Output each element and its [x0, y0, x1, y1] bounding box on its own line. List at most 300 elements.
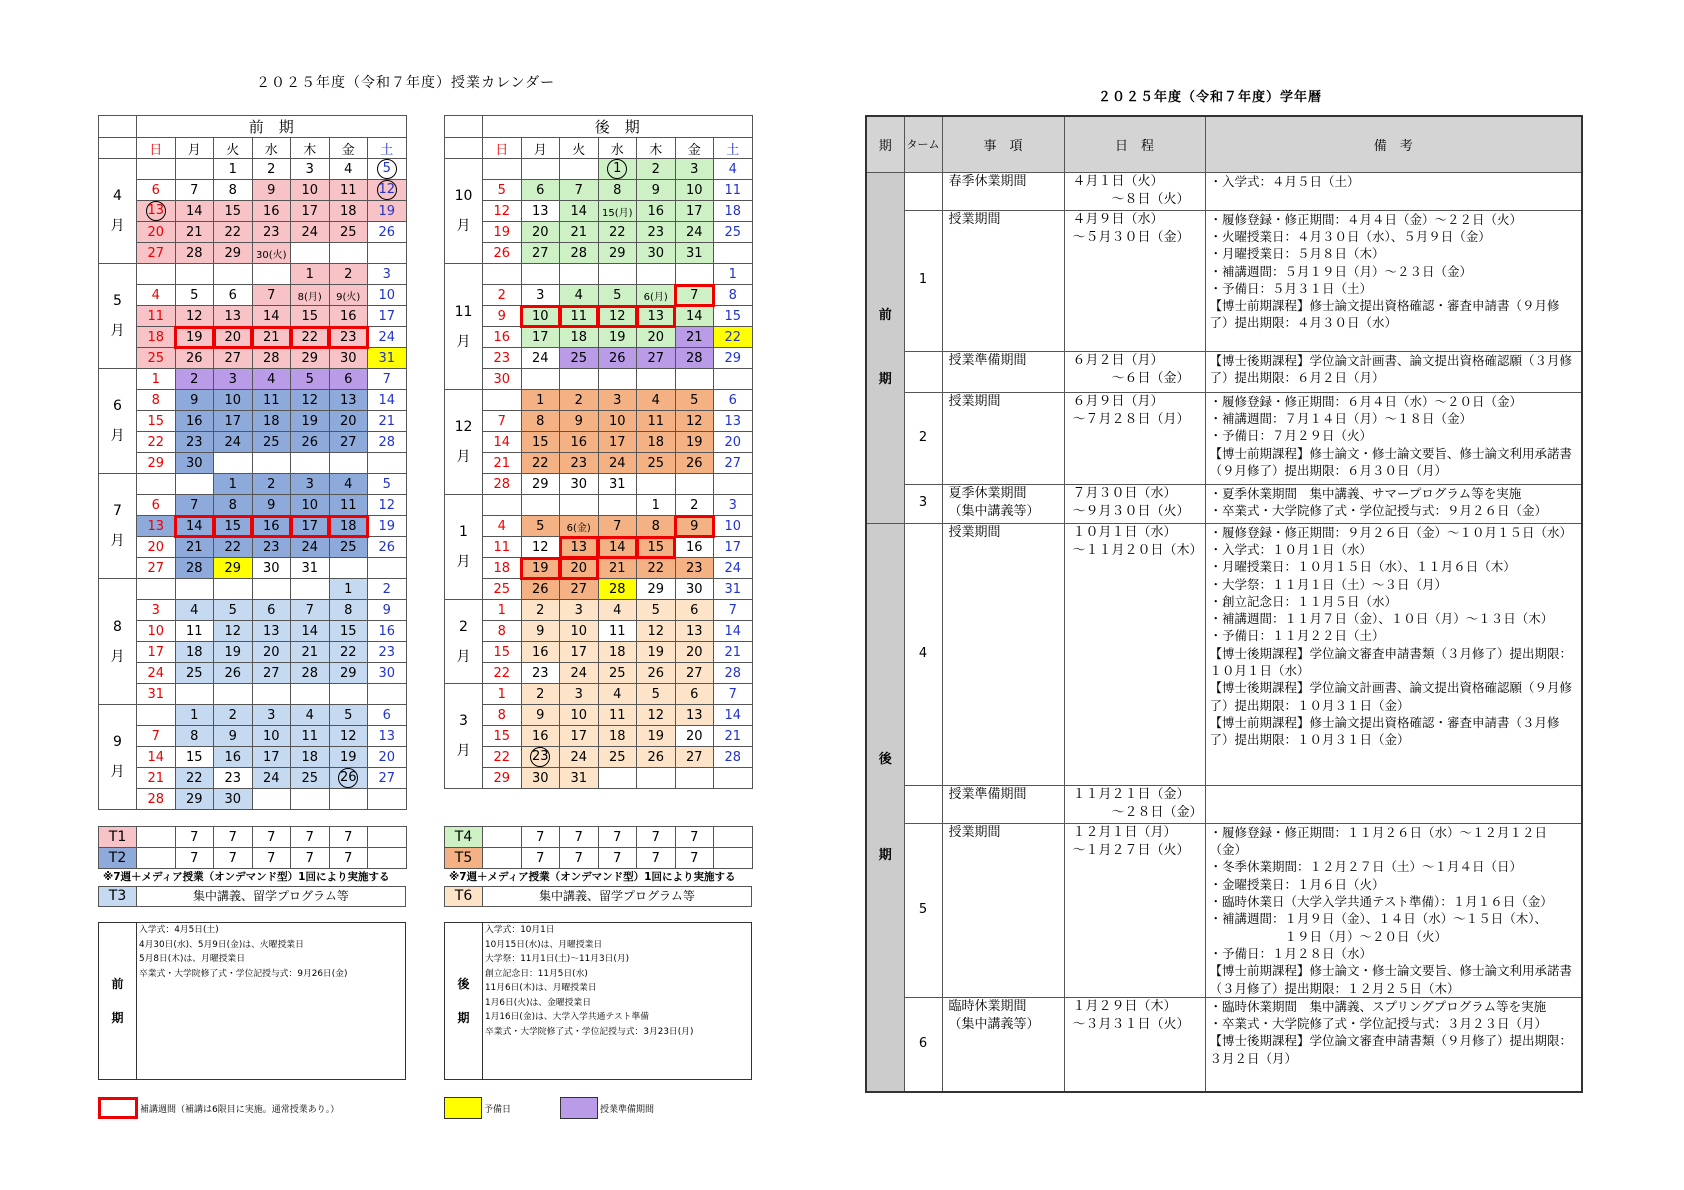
day-cell: 28 — [560, 243, 599, 264]
day-cell — [598, 159, 637, 180]
day-cell: 28 — [714, 663, 753, 684]
day-cell — [598, 264, 637, 285]
day-cell — [137, 201, 176, 222]
term-count: 7 — [291, 848, 330, 869]
day-cell — [560, 264, 599, 285]
term-count: 7 — [637, 827, 676, 848]
note-line: 入学式：4月5日(土) — [139, 925, 219, 935]
day-cell: 3 — [291, 474, 330, 495]
day-cell: 27 — [214, 348, 253, 369]
day-cell: 1 — [214, 474, 253, 495]
day-cell: 5 — [675, 390, 714, 411]
note-line: 卒業式・大学院修了式・学位記授与式：9月26日(金) — [139, 968, 348, 979]
term-count — [137, 827, 176, 848]
term-count — [483, 827, 522, 848]
item-cell: 授業期間 — [942, 210, 1064, 351]
circled-date: 1 — [607, 159, 627, 179]
day-cell: 16 — [521, 642, 560, 663]
day-cell: 19 — [483, 222, 522, 243]
day-cell: 26 — [637, 747, 676, 768]
day-cell: 8 — [175, 726, 214, 747]
day-cell: 18 — [137, 327, 176, 348]
term-count — [137, 848, 176, 869]
day-cell: 23 — [521, 663, 560, 684]
day-cell: 31 — [560, 768, 599, 789]
term-row — [99, 827, 407, 848]
legend-prep — [560, 1097, 654, 1119]
day-cell: 14 — [675, 306, 714, 327]
day-cell — [291, 684, 330, 705]
day-cell — [329, 684, 368, 705]
day-cell: 4 — [598, 684, 637, 705]
day-cell — [675, 369, 714, 390]
day-cell: 19 — [637, 726, 676, 747]
month-label: 8 月 — [99, 579, 137, 705]
corner-cell — [445, 116, 483, 138]
date-cell: ６月９日（月） ～７月２８日（月） — [1064, 392, 1205, 484]
weekday-6: 土 — [714, 138, 753, 159]
month-label: 1 月 — [445, 495, 483, 600]
day-cell: 28 — [675, 348, 714, 369]
day-cell: 23 — [175, 432, 214, 453]
weekday-0: 日 — [483, 138, 522, 159]
week-row — [99, 285, 407, 306]
day-cell: 13 — [252, 621, 291, 642]
day-cell — [175, 264, 214, 285]
day-cell: 23 — [675, 558, 714, 579]
day-cell: 1 — [714, 264, 753, 285]
day-cell: 19 — [291, 411, 330, 432]
day-cell: 9 — [368, 600, 407, 621]
day-cell: 24 — [560, 747, 599, 768]
week-row — [99, 369, 407, 390]
notes-cell: ・夏季休業期間 集中講義、サマープログラム等を実施 ・卒業式・大学院修了式・学位記授与式：９月２６日（金） — [1205, 484, 1582, 523]
day-cell: 23 — [214, 768, 253, 789]
day-cell: 2 — [175, 369, 214, 390]
day-cell: 8 — [521, 411, 560, 432]
day-cell — [214, 684, 253, 705]
item-cell: 授業期間 — [942, 392, 1064, 484]
day-cell — [291, 453, 330, 474]
day-cell: 3 — [214, 369, 253, 390]
day-cell: 4 — [175, 600, 214, 621]
day-cell: 14 — [714, 621, 753, 642]
week-row — [99, 558, 407, 579]
day-cell: 20 — [637, 327, 676, 348]
day-cell: 2 — [675, 495, 714, 516]
day-cell: 5 — [483, 180, 522, 201]
day-cell: 22 — [175, 768, 214, 789]
day-cell — [368, 243, 407, 264]
day-cell: 9 — [637, 180, 676, 201]
day-cell: 10 — [291, 495, 330, 516]
week-row — [445, 537, 753, 558]
week-row — [99, 222, 407, 243]
circled-date: 26 — [338, 768, 358, 788]
weekday-4: 木 — [291, 138, 330, 159]
day-cell: 24 — [291, 537, 330, 558]
day-cell: 12 — [175, 306, 214, 327]
day-cell — [368, 180, 407, 201]
day-cell: 15 — [329, 621, 368, 642]
day-cell: 12 — [675, 411, 714, 432]
weekday-3: 水 — [252, 138, 291, 159]
day-cell: 28 — [175, 243, 214, 264]
day-cell: 13 — [675, 705, 714, 726]
day-cell: 9 — [483, 306, 522, 327]
week-row — [445, 453, 753, 474]
day-cell: 2 — [252, 474, 291, 495]
day-cell — [368, 789, 407, 810]
day-cell: 18 — [252, 411, 291, 432]
day-cell: 29 — [214, 558, 253, 579]
day-cell: 27 — [137, 558, 176, 579]
day-cell: 19 — [637, 642, 676, 663]
week-row — [99, 474, 407, 495]
day-cell: 3 — [560, 684, 599, 705]
day-cell: 14 — [175, 201, 214, 222]
week-row — [445, 369, 753, 390]
week-row — [99, 264, 407, 285]
first-semester-calendar — [98, 115, 407, 810]
day-cell: 19 — [368, 201, 407, 222]
day-cell: 28 — [368, 432, 407, 453]
year-row — [866, 351, 1582, 392]
day-cell: 22 — [137, 432, 176, 453]
day-cell — [637, 768, 676, 789]
day-cell: 11 — [175, 621, 214, 642]
day-cell: 10 — [291, 180, 330, 201]
week-row — [99, 579, 407, 600]
term-count — [368, 848, 407, 869]
day-cell: 9 — [252, 180, 291, 201]
day-cell — [252, 453, 291, 474]
month-label: 10 月 — [445, 159, 483, 264]
day-cell: 13 — [329, 390, 368, 411]
day-cell: 27 — [252, 663, 291, 684]
day-cell: 23 — [637, 222, 676, 243]
day-cell: 29 — [483, 768, 522, 789]
day-cell: 11 — [637, 411, 676, 432]
term-count: 7 — [252, 827, 291, 848]
day-cell: 5 — [291, 369, 330, 390]
day-cell: 20 — [137, 222, 176, 243]
day-cell: 13 — [368, 726, 407, 747]
day-cell: 15 — [214, 201, 253, 222]
day-cell: 20 — [214, 327, 253, 348]
day-cell: 19 — [175, 327, 214, 348]
weekday-2: 火 — [214, 138, 253, 159]
day-cell: 15 — [291, 306, 330, 327]
day-cell: 29 — [521, 474, 560, 495]
day-cell — [137, 705, 176, 726]
weekday-5: 金 — [675, 138, 714, 159]
weekday-1: 月 — [175, 138, 214, 159]
day-cell: 30 — [214, 789, 253, 810]
term-count — [368, 827, 407, 848]
day-cell: 4 — [252, 369, 291, 390]
day-cell: 29 — [175, 789, 214, 810]
day-cell: 25 — [637, 453, 676, 474]
note-line: 卒業式・大学院修了式・学位記授与式：3月23日(月) — [485, 1026, 694, 1037]
week-row — [99, 516, 407, 537]
day-cell: 29 — [291, 348, 330, 369]
day-cell: 25 — [291, 768, 330, 789]
day-cell: 27 — [637, 348, 676, 369]
day-cell: 2 — [483, 285, 522, 306]
day-cell: 22 — [483, 747, 522, 768]
term-cell: 2 — [904, 392, 942, 484]
term-count: 7 — [637, 848, 676, 869]
week-row — [445, 180, 753, 201]
day-cell — [329, 558, 368, 579]
notes-second — [444, 922, 752, 1080]
day-cell: 22 — [714, 327, 753, 348]
day-cell: 26 — [291, 432, 330, 453]
day-cell — [368, 684, 407, 705]
day-cell: 2 — [521, 684, 560, 705]
year-row — [866, 997, 1582, 1092]
day-cell: 1 — [483, 684, 522, 705]
day-cell: 3 — [368, 264, 407, 285]
day-cell: 17 — [291, 516, 330, 537]
day-cell: 6 — [521, 180, 560, 201]
week-row — [99, 684, 407, 705]
day-cell: 18 — [560, 327, 599, 348]
day-cell: 2 — [368, 579, 407, 600]
term-count: 7 — [598, 848, 637, 869]
day-cell: 20 — [521, 222, 560, 243]
day-cell: 11 — [137, 306, 176, 327]
day-cell: 17 — [214, 411, 253, 432]
day-cell: 3 — [714, 495, 753, 516]
t3-label: T3 — [99, 887, 137, 906]
day-cell: 7 — [714, 684, 753, 705]
day-cell: 15 — [214, 516, 253, 537]
day-cell: 22 — [214, 537, 253, 558]
notes-first-label: 前 期 — [99, 923, 137, 1079]
day-cell: 12 — [291, 390, 330, 411]
day-cell: 26 — [637, 663, 676, 684]
week-row — [99, 306, 407, 327]
day-cell: 31 — [368, 348, 407, 369]
month-label: 3 月 — [445, 684, 483, 789]
day-cell: 24 — [560, 663, 599, 684]
day-cell: 8 — [214, 495, 253, 516]
day-cell — [175, 159, 214, 180]
day-cell — [483, 495, 522, 516]
weekday-1: 月 — [521, 138, 560, 159]
day-cell: 30 — [175, 453, 214, 474]
day-cell: 26 — [598, 348, 637, 369]
day-cell: 30 — [637, 243, 676, 264]
day-cell: 18 — [291, 747, 330, 768]
day-cell: 24 — [252, 768, 291, 789]
day-cell: 20 — [675, 642, 714, 663]
term-count: 7 — [214, 848, 253, 869]
day-cell: 30 — [560, 474, 599, 495]
day-cell: 15 — [483, 726, 522, 747]
day-cell: 20 — [675, 726, 714, 747]
month-label: 11 月 — [445, 264, 483, 390]
term-count: 7 — [214, 827, 253, 848]
week-row — [445, 579, 753, 600]
week-row — [99, 243, 407, 264]
day-cell: 21 — [675, 327, 714, 348]
day-cell: 16 — [329, 306, 368, 327]
day-cell: 21 — [368, 411, 407, 432]
day-cell: 10 — [675, 180, 714, 201]
day-cell: 18 — [329, 516, 368, 537]
day-cell: 17 — [598, 432, 637, 453]
day-cell: 14 — [368, 390, 407, 411]
date-cell: ７月３０日（水） ～９月３０日（火） — [1064, 484, 1205, 523]
term-label: T2 — [99, 848, 137, 869]
year-row — [866, 172, 1582, 210]
day-cell: 1 — [291, 264, 330, 285]
day-cell: 10 — [560, 705, 599, 726]
day-cell — [637, 474, 676, 495]
day-cell — [175, 474, 214, 495]
week-row — [445, 600, 753, 621]
day-cell: 26 — [483, 243, 522, 264]
day-cell — [560, 159, 599, 180]
day-cell: 20 — [252, 642, 291, 663]
day-cell — [675, 474, 714, 495]
week-row — [99, 789, 407, 810]
notes-first-text — [139, 923, 403, 981]
day-cell: 3 — [252, 705, 291, 726]
day-cell: 21 — [483, 453, 522, 474]
day-cell: 7 — [675, 285, 714, 306]
day-cell: 28 — [252, 348, 291, 369]
day-cell: 12 — [214, 621, 253, 642]
day-cell: 21 — [714, 726, 753, 747]
first-term-table — [98, 826, 407, 869]
week-row — [445, 747, 753, 768]
day-cell: 19 — [675, 432, 714, 453]
day-cell: 25 — [560, 348, 599, 369]
day-cell — [368, 558, 407, 579]
day-cell: 30 — [675, 579, 714, 600]
legend-yellow-box — [444, 1097, 482, 1119]
term-count: 7 — [521, 848, 560, 869]
day-cell — [675, 264, 714, 285]
week-row — [99, 432, 407, 453]
week-row — [445, 243, 753, 264]
day-cell: 16 — [483, 327, 522, 348]
day-cell: 25 — [598, 747, 637, 768]
day-cell: 4 — [483, 516, 522, 537]
day-cell — [329, 453, 368, 474]
day-cell: 9 — [252, 495, 291, 516]
day-cell — [521, 369, 560, 390]
day-cell: 11 — [483, 537, 522, 558]
day-cell: 29 — [714, 348, 753, 369]
day-cell: 18 — [329, 201, 368, 222]
day-cell: 3 — [560, 600, 599, 621]
weekday-4: 木 — [637, 138, 676, 159]
term-count: 7 — [675, 848, 714, 869]
day-cell — [175, 684, 214, 705]
day-cell: 13 — [137, 516, 176, 537]
legend-purple-box — [560, 1097, 598, 1119]
day-cell: 30 — [252, 558, 291, 579]
term-count — [714, 848, 753, 869]
week-row — [445, 726, 753, 747]
day-cell: 24 — [714, 558, 753, 579]
day-cell: 22 — [598, 222, 637, 243]
week-row — [445, 411, 753, 432]
day-cell: 1 — [214, 159, 253, 180]
term-count: 7 — [329, 848, 368, 869]
day-cell — [368, 159, 407, 180]
day-cell — [291, 579, 330, 600]
day-cell: 8 — [483, 705, 522, 726]
day-cell: 20 — [137, 537, 176, 558]
year-row — [866, 823, 1582, 997]
day-cell: 31 — [291, 558, 330, 579]
day-cell: 21 — [291, 642, 330, 663]
day-cell — [521, 747, 560, 768]
day-cell: 7 — [291, 600, 330, 621]
weekday-row — [99, 138, 407, 159]
day-cell: 14 — [714, 705, 753, 726]
day-cell: 24 — [368, 327, 407, 348]
day-cell — [714, 369, 753, 390]
term-label: T4 — [445, 827, 483, 848]
week-row — [99, 663, 407, 684]
month-label: 4 月 — [99, 159, 137, 264]
day-cell — [137, 474, 176, 495]
t6-text: 集中講義、留学プログラム等 — [539, 889, 695, 903]
day-cell: 11 — [329, 495, 368, 516]
day-cell — [291, 243, 330, 264]
item-cell: 授業準備期間 — [942, 785, 1064, 823]
day-cell: 26 — [175, 348, 214, 369]
day-cell: 11 — [252, 390, 291, 411]
day-cell: 21 — [252, 327, 291, 348]
week-row — [445, 201, 753, 222]
day-cell: 7 — [560, 180, 599, 201]
day-cell: 24 — [675, 222, 714, 243]
month-label: 12 月 — [445, 390, 483, 495]
day-cell: 18 — [598, 726, 637, 747]
day-cell: 28 — [175, 558, 214, 579]
day-cell: 6 — [675, 600, 714, 621]
day-cell: 6(金) — [560, 516, 599, 537]
day-cell: 24 — [521, 348, 560, 369]
day-cell: 1 — [521, 390, 560, 411]
first-calendar-title: 前 期 — [137, 116, 407, 138]
day-cell: 20 — [714, 432, 753, 453]
day-cell: 13 — [521, 201, 560, 222]
term-count: 7 — [291, 827, 330, 848]
day-cell: 11 — [598, 621, 637, 642]
day-cell: 21 — [175, 537, 214, 558]
day-cell: 1 — [637, 495, 676, 516]
day-cell: 11 — [291, 726, 330, 747]
day-cell: 20 — [329, 411, 368, 432]
day-cell: 13 — [214, 306, 253, 327]
day-cell — [483, 390, 522, 411]
term-row — [445, 848, 753, 869]
day-cell: 4 — [137, 285, 176, 306]
day-cell: 21 — [598, 558, 637, 579]
day-cell — [252, 789, 291, 810]
day-cell: 1 — [483, 600, 522, 621]
day-cell: 3 — [598, 390, 637, 411]
